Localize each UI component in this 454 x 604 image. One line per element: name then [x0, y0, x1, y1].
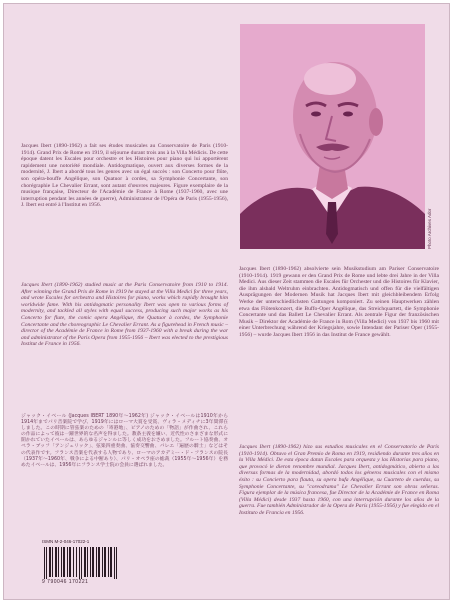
- portrait-illustration: [240, 24, 425, 249]
- barcode-icon: [42, 547, 120, 583]
- ismn-label: ISMN M-2-046-17022-1: [42, 539, 90, 544]
- spanish-biography: Jacques Ibert (1890-1962) hizo sus estudios musicales en el Conservatorio de París (1910-1914). Obtuvo el Gran Premio de Roma en 1919, residiendo durante tres años en la Villa Médici. De esta época datan Escales para orquesta y las Historias para piano, que provocó le dieron renombre mundial. Jacques Ibert, antidogmático, abierto a las diversas formas de la modernidad, abordó todos los géneros musicales con el mismo éxito : su Concierto para flauta, su opera bufa Angélique, su Cuarteto de cuerdas, su Symphonie Concertante, su "coreodrama" Le Chevalier Errant son obras señeras. Figura ejemplar de la música francesa, fue Director de la Académie de France en Roma (Villa Médici) desde 1937 hasta 1960, con una interrupción durante los años de la guerra. Fue también Administrador de la Opera de París (1955-1956) y fue elegido en el Instituto de Francia en 1956.: [239, 444, 439, 516]
- barcode-number: 9 790046 170221: [42, 579, 89, 585]
- back-cover: [3, 3, 450, 600]
- japanese-biography: ジャック・イベール (Jacques IBERT 1890年〜1962年) ジャック・イベールは1910年から1914年までパリ音楽院で学び、1919年にはローマ大賞を受賞、ヴィラ・メディチに3年間滞在しました。この時期に管弦楽のための「寄港地」、ピアノのための「物語」が作曲され、これらの作品によって彼は一躍世界的な名声を得ました。教条主義を嫌い、近代性のさまざまな形式に開かれていたイベールは、あらゆるジャンルに等しく成功をおさめました。フルート協奏曲、オペラ・ブッフ「アンジェリック」、弦楽四重奏曲、協奏交響曲、バレエ「遍歴の騎士」などはその代表作です。フランス音楽を代表する人物であり、ローマのアカデミー・ド・フランスの院長（1937年〜1960年、戦争による中断あり）、パリ・オペラ座の総裁（1955年〜1956年）を務めたイベールは、1956年にフランス学士院の会員に選ばれました。: [21, 414, 228, 468]
- french-biography: Jacques Ibert (1890-1962) a fait ses études musicales au Conservatoire de Paris (1910-1914). Grand Prix de Rome en 1919, il séjourne durant trois ans à la Villa Médicis. De cette époque datent les Escales pour orchestre et les Histoires pour piano qui lui apportèrent rapidement une notoriété mondiale. Antidogmatique, ouvert aux diverses formes de la modernité, J. Ibert a abordé tous les genres avec un égal succès : son Concerto pour flûte, son opéra-bouffe Angélique, son Quatuor à cordes, sa Symphonie Concertante, son chorégraphie Le Chevalier Errant, sont autant d'œuvres majeures. Figure exemplaire de la musique française, Directeur de l'Académie de France à Rome (1937-1960, avec une interruption pendant les années de guerre), Administrateur de l'Opéra de Paris (1955-1956), J. Ibert est entré à l'Institut en 1956.: [21, 143, 228, 209]
- photo-credit: Photo Archives Ador: [427, 208, 432, 249]
- german-biography: Jacques Ibert (1890-1962) absolvierte sein Musikstudium am Pariser Conservatoire (1910-1914). 1919 gewann er den Grand Prix de Rome und lebte drei Jahre in der Villa Medici. Aus dieser Zeit stammen die Escales für Orchester und die Histoires für Klavier, die ihm alsbald Weltruhm einbrachten. Antidogmatisch und offen für die vielfältigen Ausprägungen der Modernen Musik hat Jacques Ibert mit gleichbleibendem Erfolg Werke der unterschiedlichsten Gattungen komponiert. Zu seinen Hauptwerken zählen etwa das Flötenkonzert, die Buffo-Oper Angélique, das Streichquartett, die Symphonie Concertante und das Ballett Le Chevalier Errant. Als zentrale Figur der französischen Musik – Direktor der Académie de France in Rom (Villa Medici) von 1937 bis 1960 mit einer Unterbrechung während der Kriegsjahre, sowie Intendant der Pariser Oper (1955-1956) – wurde Jacques Ibert 1956 in das Institut de France gewählt.: [239, 266, 439, 338]
- english-biography: Jacques Ibert (1890-1962) studied music at the Paris Conservatoire from 1910 to 1914. After winning the Grand Prix de Rome in 1919 he stayed at the Villa Medici for three years, and wrote Escales for orchestra and Histoires for piano, works which rapidly brought him worldwide fame. With his antidogmatic personality Ibert was open to various forms of modernity, and tackled all styles with equal success, producing such major works as his Concerto for flute, the comic opera Angélique, the Quatuor à cordes, the Symphonie Concertante and the choreographic Le Chevalier Errant. As a figurehead in French music – director of the Académie de France in Rome from 1937-1960 with a break during the war and administrator of the Paris Opera from 1955-1956 – Ibert was elected to the prestigious Institut de France in 1956.: [21, 282, 228, 348]
- composer-portrait: [240, 24, 425, 249]
- barcode-block: [42, 539, 120, 587]
